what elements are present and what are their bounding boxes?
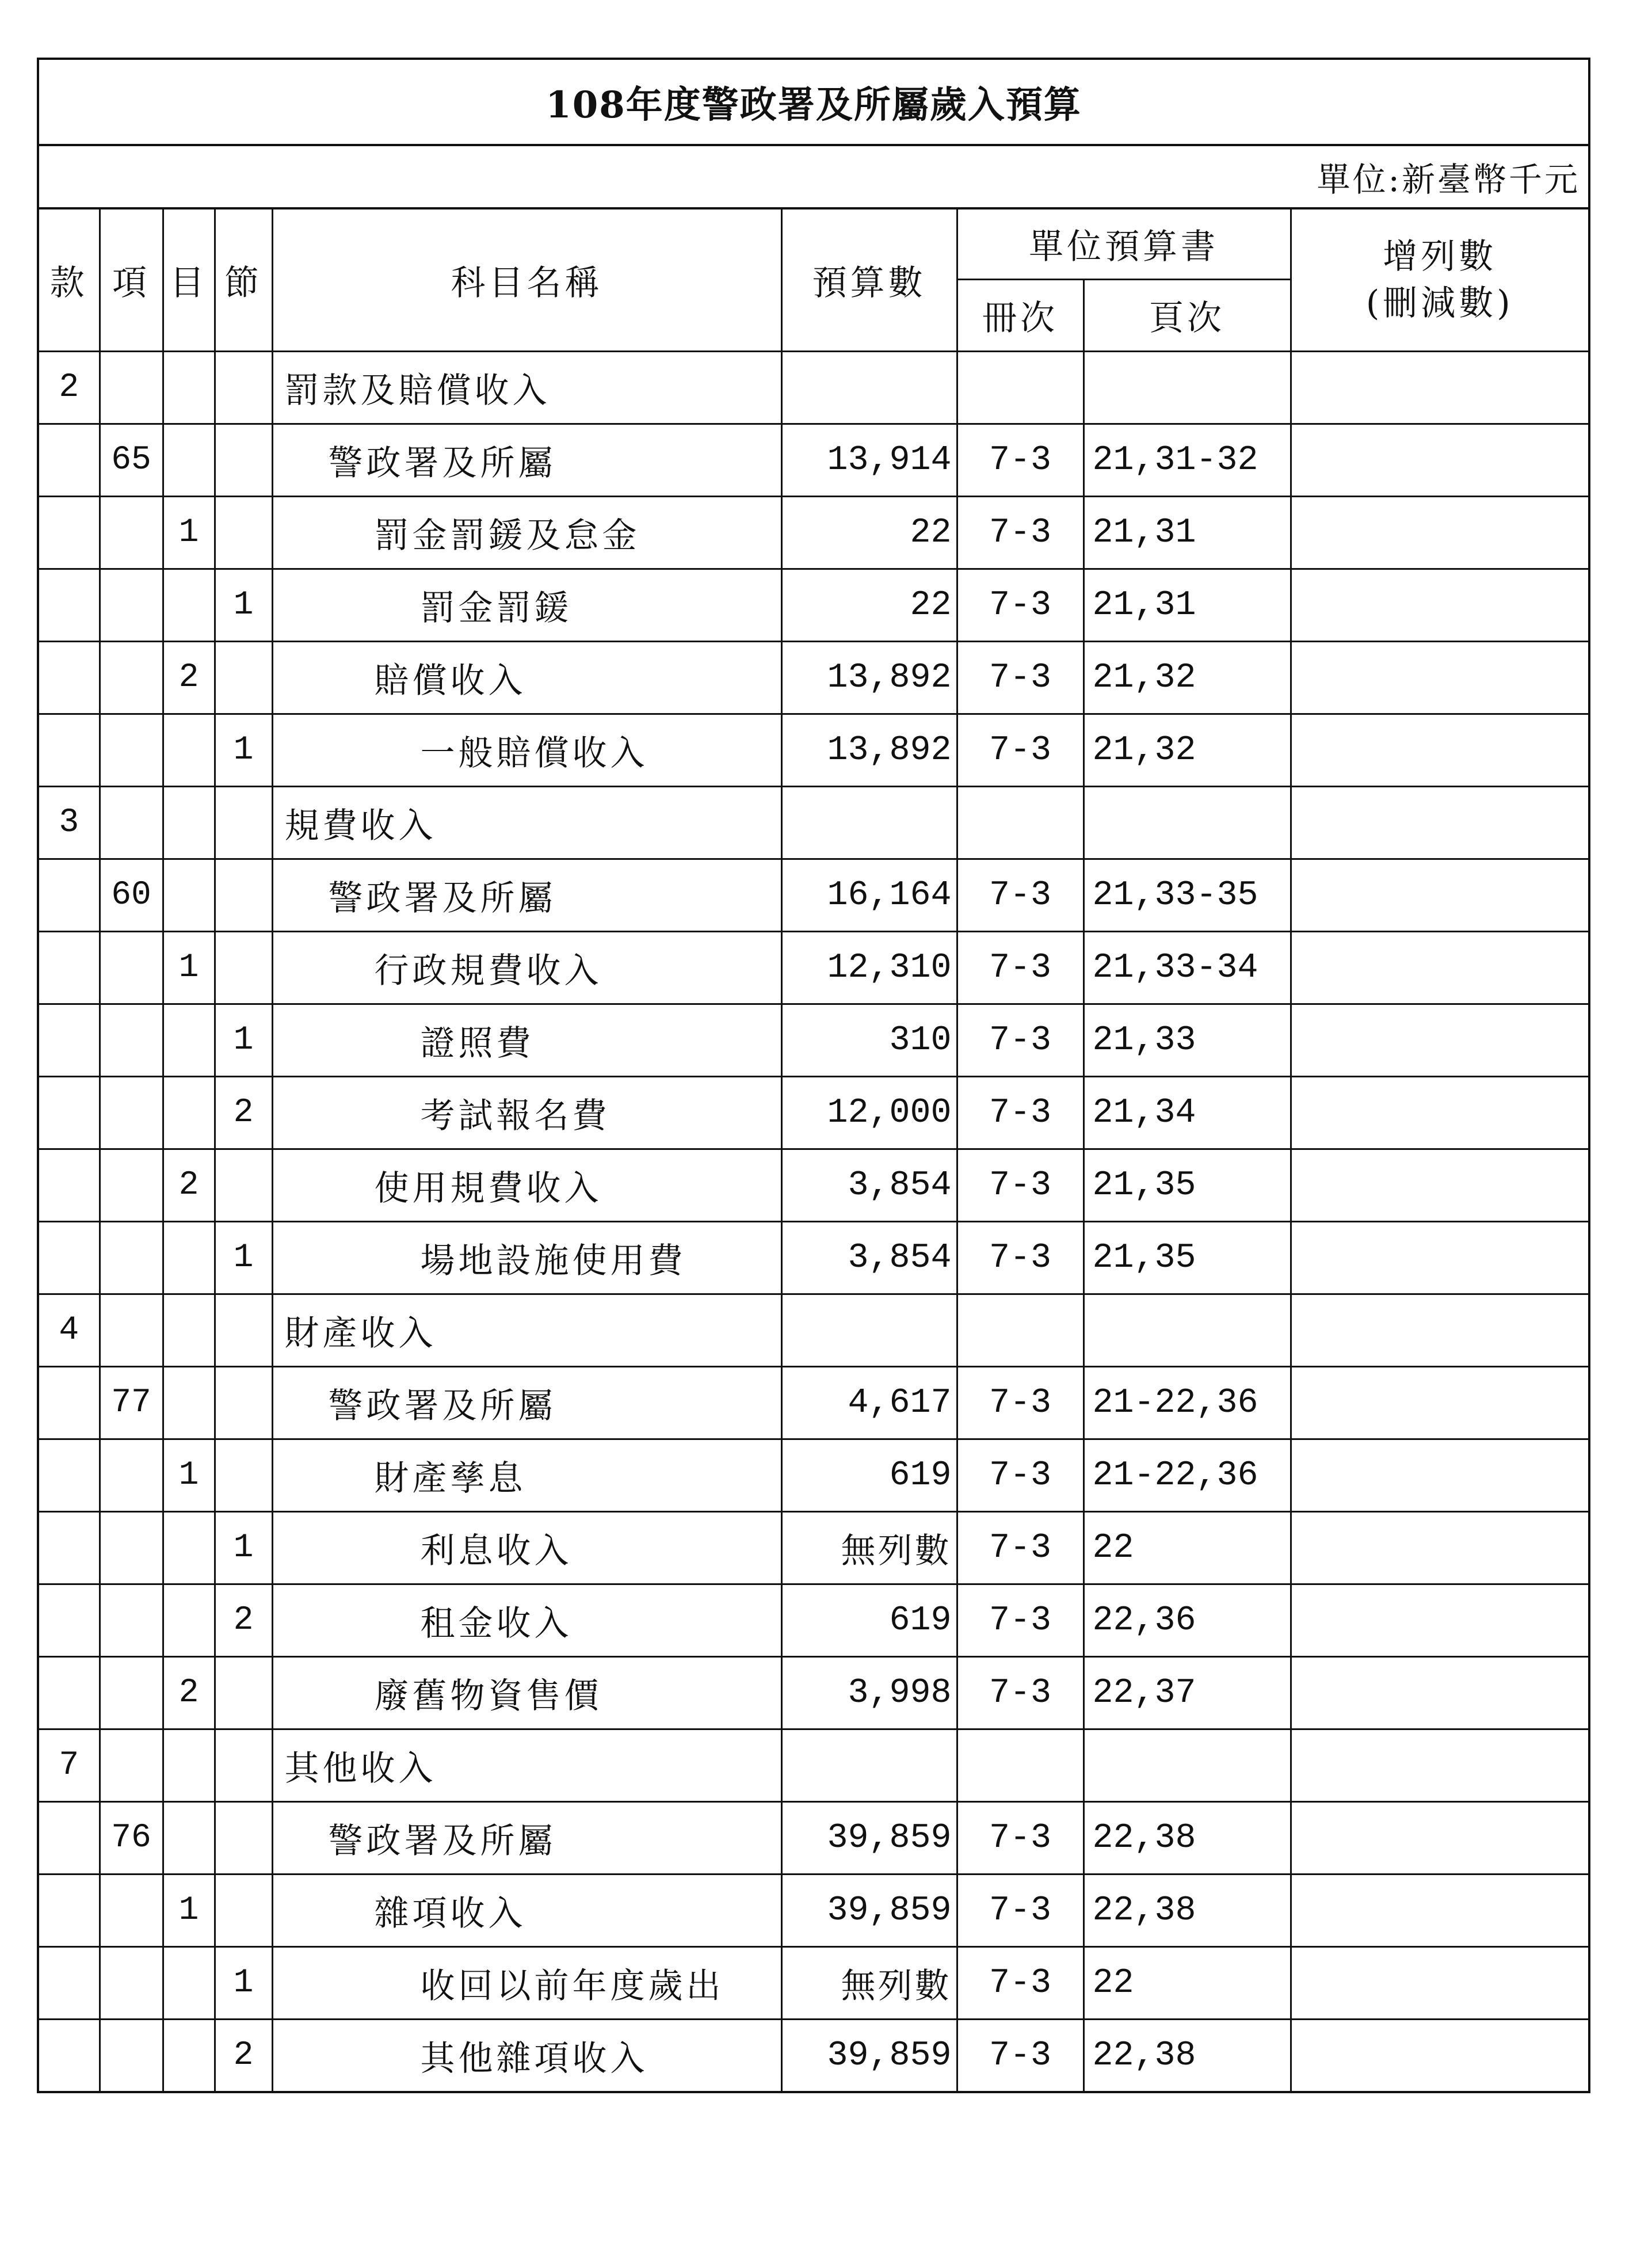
cell-volume: 7-3 xyxy=(957,1947,1083,2020)
cell-account-name: 證照費 xyxy=(272,1004,781,1077)
table-row xyxy=(39,2020,1588,2091)
cell-mu: 1 xyxy=(163,1439,215,1512)
cell-jie: 2 xyxy=(215,1077,272,1149)
cell-kuan xyxy=(39,569,100,642)
cell-jie xyxy=(215,1875,272,1947)
cell-jie xyxy=(215,352,272,424)
cell-budget-amount: 13,892 xyxy=(781,642,957,714)
cell-increase xyxy=(1291,1947,1588,2020)
cell-page xyxy=(1083,1729,1291,1802)
cell-mu xyxy=(163,787,215,859)
header-unit-budget-book: 單位預算書 xyxy=(957,209,1291,280)
cell-jie xyxy=(215,1294,272,1367)
header-kuan: 款 xyxy=(39,209,100,352)
cell-volume xyxy=(957,1294,1083,1367)
table-row xyxy=(39,1512,1588,1584)
cell-increase xyxy=(1291,1077,1588,1149)
cell-increase xyxy=(1291,1367,1588,1439)
cell-jie: 1 xyxy=(215,1947,272,2020)
cell-account-name: 警政署及所屬 xyxy=(272,1802,781,1875)
cell-jie: 2 xyxy=(215,2020,272,2091)
cell-xiang xyxy=(100,2020,163,2091)
cell-budget-amount: 39,859 xyxy=(781,1875,957,1947)
cell-account-name: 財產收入 xyxy=(272,1294,781,1367)
table-row xyxy=(39,787,1588,859)
cell-budget-amount: 619 xyxy=(781,1584,957,1657)
cell-budget-amount: 12,310 xyxy=(781,932,957,1004)
cell-account-name: 警政署及所屬 xyxy=(272,1367,781,1439)
cell-xiang xyxy=(100,1657,163,1729)
table-row xyxy=(39,1875,1588,1947)
cell-page: 21-22,36 xyxy=(1083,1439,1291,1512)
cell-budget-amount: 39,859 xyxy=(781,2020,957,2091)
cell-xiang xyxy=(100,932,163,1004)
table-row xyxy=(39,859,1588,932)
cell-account-name: 利息收入 xyxy=(272,1512,781,1584)
cell-mu xyxy=(163,1729,215,1802)
cell-kuan: 4 xyxy=(39,1294,100,1367)
cell-volume: 7-3 xyxy=(957,424,1083,497)
cell-account-name: 一般賠償收入 xyxy=(272,714,781,787)
cell-xiang xyxy=(100,1439,163,1512)
cell-account-name: 罰款及賠償收入 xyxy=(272,352,781,424)
cell-volume: 7-3 xyxy=(957,642,1083,714)
cell-volume: 7-3 xyxy=(957,714,1083,787)
cell-page: 22,36 xyxy=(1083,1584,1291,1657)
cell-budget-amount xyxy=(781,352,957,424)
cell-budget-amount: 16,164 xyxy=(781,859,957,932)
cell-kuan xyxy=(39,1149,100,1222)
cell-volume: 7-3 xyxy=(957,932,1083,1004)
cell-kuan xyxy=(39,1004,100,1077)
cell-account-name: 罰金罰鍰 xyxy=(272,569,781,642)
cell-xiang xyxy=(100,1512,163,1584)
cell-jie xyxy=(215,642,272,714)
table-row xyxy=(39,642,1588,714)
cell-page: 22,38 xyxy=(1083,1802,1291,1875)
cell-jie xyxy=(215,424,272,497)
header-jie: 節 xyxy=(215,209,272,352)
cell-mu xyxy=(163,859,215,932)
cell-xiang xyxy=(100,1875,163,1947)
header-increase-line2: (刪減數) xyxy=(1365,283,1514,323)
cell-account-name: 場地設施使用費 xyxy=(272,1222,781,1294)
cell-mu xyxy=(163,352,215,424)
cell-account-name: 其他收入 xyxy=(272,1729,781,1802)
table-row xyxy=(39,1729,1588,1802)
cell-jie xyxy=(215,1367,272,1439)
cell-volume: 7-3 xyxy=(957,569,1083,642)
cell-page: 21,32 xyxy=(1083,714,1291,787)
cell-jie: 2 xyxy=(215,1584,272,1657)
budget-sheet xyxy=(37,58,1590,2093)
cell-mu: 2 xyxy=(163,642,215,714)
cell-mu xyxy=(163,1077,215,1149)
cell-page: 21,31-32 xyxy=(1083,424,1291,497)
cell-mu: 1 xyxy=(163,932,215,1004)
cell-xiang xyxy=(100,787,163,859)
table-row xyxy=(39,1584,1588,1657)
cell-xiang xyxy=(100,1222,163,1294)
cell-increase xyxy=(1291,569,1588,642)
cell-mu xyxy=(163,424,215,497)
cell-kuan xyxy=(39,1512,100,1584)
table-row xyxy=(39,1004,1588,1077)
cell-volume: 7-3 xyxy=(957,859,1083,932)
cell-volume: 7-3 xyxy=(957,2020,1083,2091)
header-xiang: 項 xyxy=(100,209,163,352)
table-row xyxy=(39,1802,1588,1875)
cell-page: 22,38 xyxy=(1083,2020,1291,2091)
cell-account-name: 雜項收入 xyxy=(272,1875,781,1947)
table-row xyxy=(39,714,1588,787)
cell-increase xyxy=(1291,2020,1588,2091)
cell-mu xyxy=(163,714,215,787)
cell-page xyxy=(1083,352,1291,424)
cell-page: 22,38 xyxy=(1083,1875,1291,1947)
cell-account-name: 賠償收入 xyxy=(272,642,781,714)
cell-page: 21,31 xyxy=(1083,569,1291,642)
cell-page: 21-22,36 xyxy=(1083,1367,1291,1439)
table-row xyxy=(39,1077,1588,1149)
cell-kuan: 7 xyxy=(39,1729,100,1802)
cell-budget-amount: 無列數 xyxy=(781,1512,957,1584)
cell-budget-amount: 13,914 xyxy=(781,424,957,497)
cell-increase xyxy=(1291,859,1588,932)
cell-kuan: 2 xyxy=(39,352,100,424)
cell-xiang: 65 xyxy=(100,424,163,497)
header-mu: 目 xyxy=(163,209,215,352)
cell-page: 21,35 xyxy=(1083,1149,1291,1222)
cell-account-name: 收回以前年度歲出 xyxy=(272,1947,781,2020)
cell-increase xyxy=(1291,1294,1588,1367)
cell-jie xyxy=(215,1149,272,1222)
cell-account-name: 廢舊物資售價 xyxy=(272,1657,781,1729)
cell-account-name: 使用規費收入 xyxy=(272,1149,781,1222)
cell-volume: 7-3 xyxy=(957,1222,1083,1294)
cell-page: 22 xyxy=(1083,1947,1291,2020)
table-row xyxy=(39,1294,1588,1367)
cell-kuan: 3 xyxy=(39,787,100,859)
cell-kuan xyxy=(39,859,100,932)
table-row xyxy=(39,1222,1588,1294)
header-page: 頁次 xyxy=(1083,280,1291,352)
cell-increase xyxy=(1291,787,1588,859)
header-account-name: 科目名稱 xyxy=(272,209,781,352)
cell-budget-amount: 4,617 xyxy=(781,1367,957,1439)
cell-xiang xyxy=(100,714,163,787)
cell-mu xyxy=(163,1367,215,1439)
cell-page: 22,37 xyxy=(1083,1657,1291,1729)
cell-xiang xyxy=(100,497,163,569)
cell-mu xyxy=(163,1947,215,2020)
cell-xiang xyxy=(100,1077,163,1149)
table-row xyxy=(39,932,1588,1004)
cell-budget-amount: 3,854 xyxy=(781,1149,957,1222)
cell-kuan xyxy=(39,932,100,1004)
cell-budget-amount: 3,854 xyxy=(781,1222,957,1294)
cell-increase xyxy=(1291,714,1588,787)
cell-jie xyxy=(215,1439,272,1512)
cell-jie xyxy=(215,787,272,859)
cell-kuan xyxy=(39,642,100,714)
cell-account-name: 警政署及所屬 xyxy=(272,424,781,497)
cell-mu xyxy=(163,1004,215,1077)
cell-budget-amount: 39,859 xyxy=(781,1802,957,1875)
cell-jie: 1 xyxy=(215,1004,272,1077)
cell-account-name: 規費收入 xyxy=(272,787,781,859)
cell-jie xyxy=(215,1729,272,1802)
cell-budget-amount: 13,892 xyxy=(781,714,957,787)
cell-increase xyxy=(1291,1729,1588,1802)
cell-budget-amount: 12,000 xyxy=(781,1077,957,1149)
cell-kuan xyxy=(39,497,100,569)
cell-increase xyxy=(1291,497,1588,569)
cell-budget-amount xyxy=(781,787,957,859)
cell-volume xyxy=(957,1729,1083,1802)
cell-jie xyxy=(215,1657,272,1729)
cell-volume: 7-3 xyxy=(957,1512,1083,1584)
cell-page: 21,31 xyxy=(1083,497,1291,569)
cell-xiang xyxy=(100,1149,163,1222)
cell-xiang xyxy=(100,642,163,714)
cell-budget-amount xyxy=(781,1294,957,1367)
table-row xyxy=(39,1149,1588,1222)
cell-page: 22 xyxy=(1083,1512,1291,1584)
cell-account-name: 考試報名費 xyxy=(272,1077,781,1149)
cell-mu xyxy=(163,1294,215,1367)
cell-jie xyxy=(215,932,272,1004)
cell-xiang xyxy=(100,1729,163,1802)
cell-xiang: 60 xyxy=(100,859,163,932)
table-row xyxy=(39,1947,1588,2020)
cell-increase xyxy=(1291,1802,1588,1875)
cell-increase xyxy=(1291,1584,1588,1657)
cell-account-name: 財產孳息 xyxy=(272,1439,781,1512)
cell-increase xyxy=(1291,352,1588,424)
cell-account-name: 行政規費收入 xyxy=(272,932,781,1004)
currency-unit-label: 單位:新臺幣千元 xyxy=(39,146,1588,209)
cell-mu xyxy=(163,1512,215,1584)
cell-increase xyxy=(1291,1439,1588,1512)
cell-volume: 7-3 xyxy=(957,1367,1083,1439)
cell-volume: 7-3 xyxy=(957,497,1083,569)
document-title: 108年度警政署及所屬歲入預算 xyxy=(39,60,1588,146)
table-row xyxy=(39,497,1588,569)
cell-volume: 7-3 xyxy=(957,1439,1083,1512)
cell-increase xyxy=(1291,1222,1588,1294)
cell-xiang: 77 xyxy=(100,1367,163,1439)
table-row xyxy=(39,1367,1588,1439)
cell-jie: 1 xyxy=(215,714,272,787)
cell-page: 21,33-34 xyxy=(1083,932,1291,1004)
cell-budget-amount: 22 xyxy=(781,569,957,642)
cell-jie xyxy=(215,497,272,569)
cell-increase xyxy=(1291,1004,1588,1077)
cell-kuan xyxy=(39,1875,100,1947)
table-row xyxy=(39,1657,1588,1729)
cell-xiang xyxy=(100,352,163,424)
cell-page: 21,33-35 xyxy=(1083,859,1291,932)
header-budget-amount: 預算數 xyxy=(781,209,957,352)
cell-kuan xyxy=(39,1802,100,1875)
cell-volume: 7-3 xyxy=(957,1077,1083,1149)
cell-jie: 1 xyxy=(215,1512,272,1584)
cell-kuan xyxy=(39,1584,100,1657)
cell-xiang: 76 xyxy=(100,1802,163,1875)
cell-increase xyxy=(1291,1512,1588,1584)
header-row-top xyxy=(39,209,1588,280)
cell-budget-amount: 619 xyxy=(781,1439,957,1512)
cell-page: 21,35 xyxy=(1083,1222,1291,1294)
cell-jie xyxy=(215,1802,272,1875)
cell-budget-amount: 310 xyxy=(781,1004,957,1077)
table-row xyxy=(39,569,1588,642)
cell-mu: 1 xyxy=(163,497,215,569)
cell-kuan xyxy=(39,2020,100,2091)
cell-volume: 7-3 xyxy=(957,1149,1083,1222)
cell-mu xyxy=(163,1584,215,1657)
cell-page: 21,32 xyxy=(1083,642,1291,714)
cell-volume: 7-3 xyxy=(957,1657,1083,1729)
cell-volume: 7-3 xyxy=(957,1004,1083,1077)
cell-account-name: 罰金罰鍰及怠金 xyxy=(272,497,781,569)
header-volume: 冊次 xyxy=(957,280,1083,352)
cell-mu xyxy=(163,2020,215,2091)
cell-page xyxy=(1083,1294,1291,1367)
cell-xiang xyxy=(100,1004,163,1077)
cell-jie xyxy=(215,859,272,932)
cell-account-name: 其他雜項收入 xyxy=(272,2020,781,2091)
cell-page: 21,34 xyxy=(1083,1077,1291,1149)
header-increase-line1: 增列數 xyxy=(1383,236,1497,277)
cell-mu: 1 xyxy=(163,1875,215,1947)
cell-xiang xyxy=(100,569,163,642)
cell-account-name: 警政署及所屬 xyxy=(272,859,781,932)
cell-xiang xyxy=(100,1947,163,2020)
cell-increase xyxy=(1291,642,1588,714)
cell-xiang xyxy=(100,1584,163,1657)
cell-budget-amount: 無列數 xyxy=(781,1947,957,2020)
table-row xyxy=(39,424,1588,497)
cell-budget-amount: 3,998 xyxy=(781,1657,957,1729)
cell-kuan xyxy=(39,1657,100,1729)
cell-volume: 7-3 xyxy=(957,1802,1083,1875)
cell-kuan xyxy=(39,1439,100,1512)
cell-mu: 2 xyxy=(163,1149,215,1222)
cell-account-name: 租金收入 xyxy=(272,1584,781,1657)
cell-increase xyxy=(1291,424,1588,497)
cell-budget-amount xyxy=(781,1729,957,1802)
table-row xyxy=(39,352,1588,424)
cell-increase xyxy=(1291,932,1588,1004)
cell-mu xyxy=(163,1802,215,1875)
cell-kuan xyxy=(39,1947,100,2020)
cell-page: 21,33 xyxy=(1083,1004,1291,1077)
cell-volume xyxy=(957,352,1083,424)
cell-kuan xyxy=(39,1367,100,1439)
cell-jie: 1 xyxy=(215,569,272,642)
cell-page xyxy=(1083,787,1291,859)
cell-jie: 1 xyxy=(215,1222,272,1294)
revenue-budget-table xyxy=(39,209,1588,2091)
cell-kuan xyxy=(39,714,100,787)
cell-increase xyxy=(1291,1149,1588,1222)
header-increase xyxy=(1291,209,1588,352)
cell-mu: 2 xyxy=(163,1657,215,1729)
cell-budget-amount: 22 xyxy=(781,497,957,569)
cell-kuan xyxy=(39,1222,100,1294)
cell-xiang xyxy=(100,1294,163,1367)
cell-mu xyxy=(163,1222,215,1294)
table-body xyxy=(39,352,1588,2091)
cell-mu xyxy=(163,569,215,642)
cell-kuan xyxy=(39,424,100,497)
cell-kuan xyxy=(39,1077,100,1149)
cell-volume: 7-3 xyxy=(957,1584,1083,1657)
cell-volume: 7-3 xyxy=(957,1875,1083,1947)
table-row xyxy=(39,1439,1588,1512)
cell-increase xyxy=(1291,1657,1588,1729)
cell-volume xyxy=(957,787,1083,859)
cell-increase xyxy=(1291,1875,1588,1947)
